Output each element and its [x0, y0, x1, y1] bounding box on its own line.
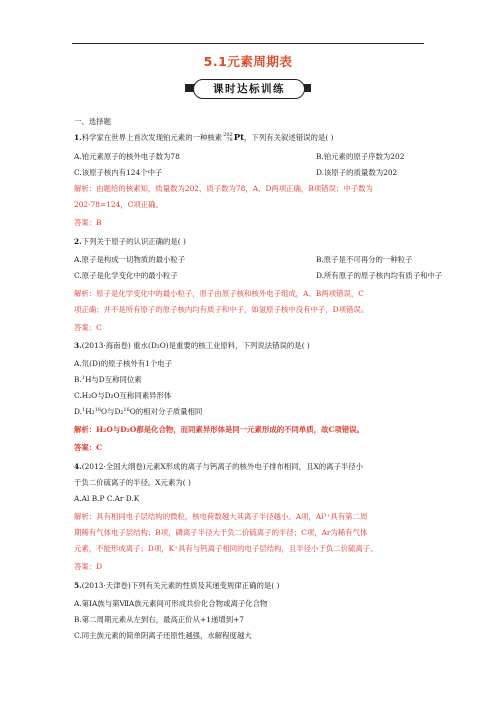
q3-number: 3.: [74, 341, 82, 350]
q2-option-d: D.所有原子的原子核内均有质子和中子: [316, 271, 443, 280]
q1-answer: 答案：B: [74, 218, 102, 227]
q4-options: A.Al B.P C.Ar D.K: [74, 494, 140, 503]
q5-number: 5.: [74, 581, 82, 590]
q1-option-row-2: [74, 168, 398, 178]
q2-option-b: B.原子是不可再分的一种粒子: [316, 255, 413, 264]
q1-explanation-2: 202-78=124，C项正确。: [74, 200, 163, 209]
q1-option-d: D.该原子的质量数为202: [316, 168, 398, 177]
q5-option-b: B.第二周期元素从左到右，最高正价从+1递增到+7: [74, 615, 244, 624]
q3-explanation: 解析：H₂O与D₂O都是化合物，而同素异形体是同一元素形成的不同单质，故C项错误。: [74, 425, 364, 434]
q4-stem-2: 于负二价硫离子的半径。X元素为( ): [74, 478, 191, 487]
q2-stem: 2.下列关于原子的认识正确的是( ): [74, 237, 186, 246]
q2-answer: 答案：C: [74, 323, 102, 332]
q3-option-c: C.H₂O与D₂O互称同素异形体: [74, 391, 172, 400]
q3-answer: 答案：C: [74, 443, 103, 452]
q4-explanation-3: 元素，不能形成离子；D项，K⁺具有与钙离子相同的电子层结构，且半径小于负二价硫离子。: [74, 544, 378, 553]
q1-option-b: B.铂元素的原子序数为202: [316, 152, 405, 161]
banner-label: 课时达标训练: [193, 79, 305, 99]
q4-stem-1: 4.(2012·全国大纲卷)元素X形成的离子与钙离子的核外电子排布相同，且X的离子半径小: [74, 462, 364, 471]
q1-nuclide-symbol: Pt: [233, 133, 245, 143]
q1-nuclide-numbers: 202 78: [223, 132, 233, 143]
q1-option-c: C.该原子核内有124个中子: [74, 168, 163, 177]
q1-option-a: A.铂元素原子的核外电子数为78: [74, 152, 180, 161]
q4-explanation-1: 解析：具有相同电子层结构的微粒，核电荷数越大其离子半径越小。A项，Al³⁺具有第二周: [74, 512, 368, 521]
q2-option-a: A.原子是构成一切物质的最小粒子: [74, 255, 186, 264]
q2-option-row-1: [74, 255, 413, 265]
q3-option-b: B.$^1$H与D互称同位素: [74, 375, 142, 384]
q5-option-c: C.同主族元素的简单阴离子还原性越强，水解程度越大: [74, 631, 252, 640]
q3-option-a: A.氘(D)的原子核外有1个电子: [74, 359, 172, 368]
q5-stem: 5.(2013·天津卷)下列有关元素的性质及其递变规律正确的是( ): [74, 581, 280, 590]
q3-option-d: D.$^1$H₂$^{18}$O与D₂$^{16}$O的相对分子质量相同: [74, 407, 203, 416]
q2-option-c: C.原子是化学变化中的最小粒子: [74, 271, 178, 280]
section-heading: 一、选择题: [74, 117, 111, 126]
q2-option-row-2: [74, 271, 443, 281]
q2-number: 2.: [74, 237, 82, 246]
q3-stem: 3.(2013·海南卷) 重水(D₂O)是重要的核工业原料，下列说法错误的是( ): [74, 341, 310, 350]
page-title: 5.1元素周期表: [203, 54, 293, 69]
q4-answer: 答案：D: [74, 562, 103, 571]
section-banner: [185, 76, 311, 100]
q2-explanation-1: 解析：原子是化学变化中的最小粒子，原子由原子核和核外电子组成，A、B两项错误，C: [74, 289, 364, 298]
q1-stem: 1.科学家在世界上首次发现铂元素的一种核素202 78Pt，下列有关叙述错误的是( ): [74, 132, 334, 143]
header-rule: [72, 43, 424, 44]
q1-option-row-1: [74, 152, 405, 162]
q2-explanation-2: 项正确；并不是所有原子的原子核内均有质子和中子，如氢原子核中没有中子，D项错误。: [74, 305, 369, 314]
q4-number: 4.: [74, 462, 82, 471]
q5-option-a: A.第ⅠA族与第ⅦA族元素间可形成共价化合物或离子化合物: [74, 599, 268, 608]
q1-explanation-1: 解析：由题给的核素知，质量数为202，质子数为78，A、D两项正确，B项错误；中子数为: [74, 184, 373, 193]
q1-number: 1.: [74, 133, 82, 142]
q4-explanation-2: 期稀有气体电子层结构；B项，磷离子半径大于负二价硫离子的半径；C项，Ar为稀有气体: [74, 528, 368, 537]
